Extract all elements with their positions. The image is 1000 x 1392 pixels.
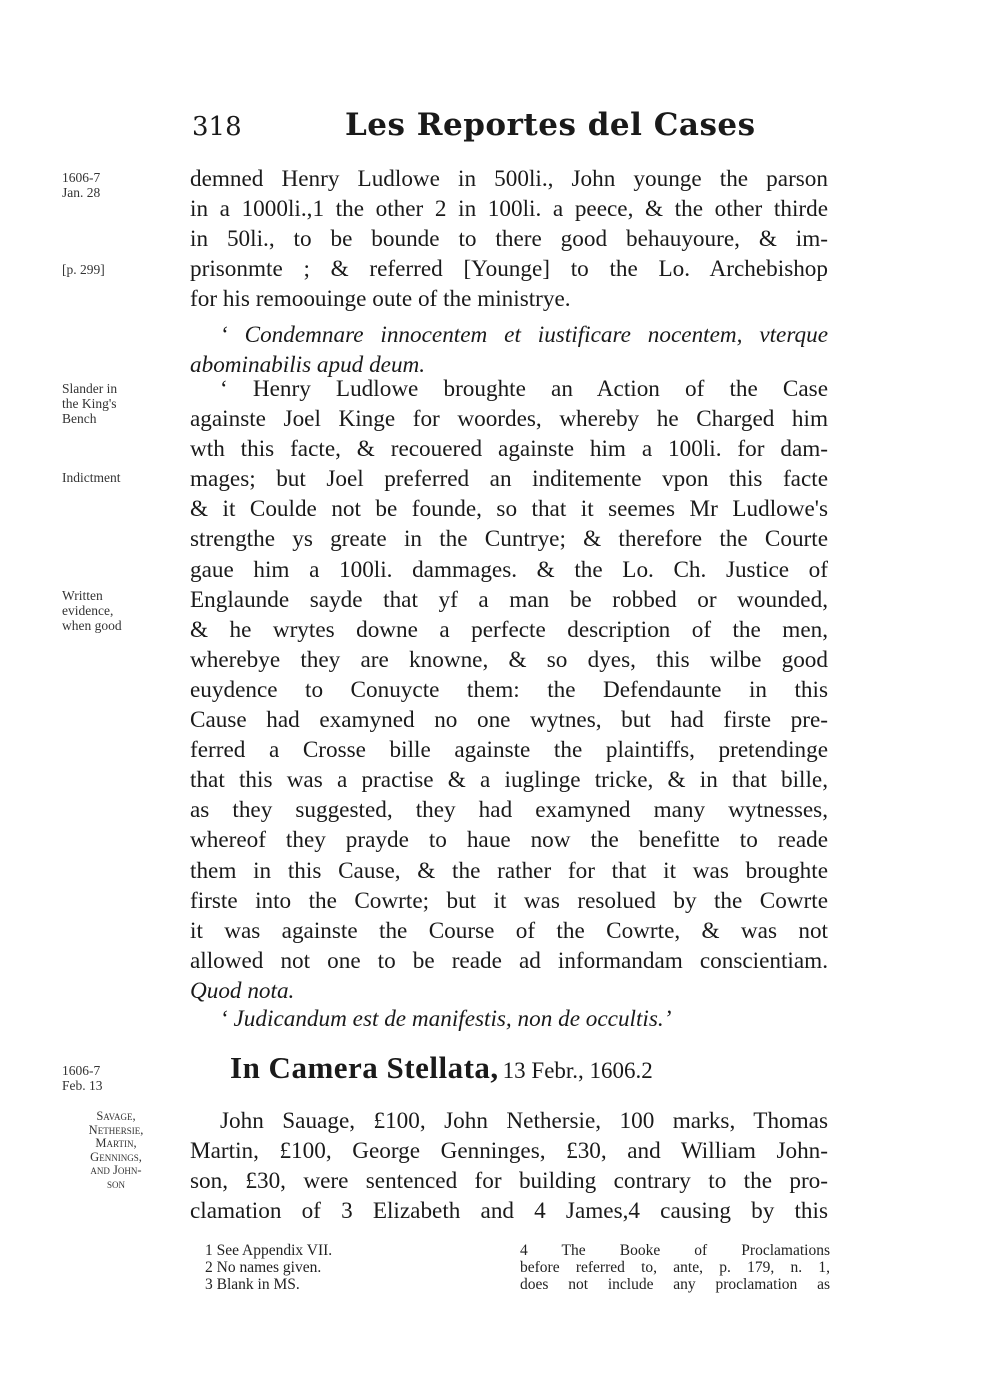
margin-note-indictment: Indictment	[62, 470, 121, 485]
latin-quote-condemnare: ‘ Condemnare innocentem et iustificare nocentem, vterque abominabilis apud deum.	[190, 322, 828, 379]
margin-note-slander: Slander in the King's Bench	[62, 381, 118, 426]
running-head: Les Reportes del Cases	[345, 107, 756, 143]
footnotes-left	[205, 1242, 435, 1293]
section-date: 13 Febr., 1606.2	[502, 1058, 653, 1083]
footnote-1: 1 See Appendix VII.	[205, 1242, 333, 1259]
margin-date-jan: 1606-7 Jan. 28	[62, 170, 101, 200]
margin-note-parties: Savage, Nethersie, Martin, Gennings, and John- son	[88, 1109, 144, 1191]
latin-quote-judicandum: ‘ Judicandum est de manifestis, non de occultis.’	[220, 1006, 672, 1032]
footnote-3: 3 Blank in MS.	[205, 1276, 300, 1293]
footnote-4: 4 The Booke of Proclamations	[520, 1242, 830, 1259]
margin-page-ref: [p. 299]	[62, 262, 105, 277]
footnote-2: 2 No names given.	[205, 1259, 322, 1276]
section-title: In Camera Stellata,	[230, 1050, 499, 1085]
paragraph-ludlowe-action: ‘ Henry Ludlowe broughte an Action of the Case againste Joel Kinge for woordes, whereby he Charged him wth this facte, & recouered againste him a 100li. for dam- mages; but Joel preferred an inditemente vpon this facte & it Coulde not be founde, so that it seemes Mr Ludlowe's strengthe ys greate in the Cuntrye; & therefore the Courte gaue him a 100li. dammages. & the Lo. Ch. Justice of Englaunde sayde that yf a man be robbed or wounded, & he wrytes downe a perfecte description of the men, wherebye they are knowne, & so dyes, this wilbe good euydence to Conuycte them: the Defendaunte in this Cause had examyned no one wytnes, but had firste pre- ferred a Crosse bille againste the plaintiffs, pretendinge that this was a practise & a iuglinge tricke, & in that bille, as they suggested, they had examyned many wytnesses, whereof they prayde to haue now the benefitte to reade them in this Cause, & the rather for that it was broughte firste into the Cowrte; but it was resolued by the Cowrte it was againste the Course of the Cowrte, & was not allowed not one to be reade ad informandam conscientiam. Quod nota.	[190, 376, 828, 1004]
margin-note-written-evidence: Written evidence, when good	[62, 588, 122, 633]
margin-date-feb: 1606-7 Feb. 13	[62, 1063, 103, 1093]
paragraph-sentence: demned Henry Ludlowe in 500li., John younge the parson in a 1000li.,1 the other 2 in 100li. a peece, & the other thirde in 50li., to be bounde to there good behauyoure, & im- prisonmte ; & referred [Younge] to the Lo. Archebishop for his remoouinge oute of the ministrye.	[190, 166, 828, 313]
section-heading	[230, 1050, 653, 1086]
footnotes-right: 4 The Booke of Proclamations before referred to, ante, p. 179, n. 1, does not include any proclamation as	[520, 1242, 830, 1293]
paragraph-sauage: John Sauage, £100, John Nethersie, 100 marks, Thomas Martin, £100, George Genninges, £30, and William John- son, £30, were sentenced for building contrary to the pro- clamation of 3 Elizabeth and 4 James,4 causing by this	[190, 1108, 828, 1225]
page-number: 318	[192, 112, 242, 142]
